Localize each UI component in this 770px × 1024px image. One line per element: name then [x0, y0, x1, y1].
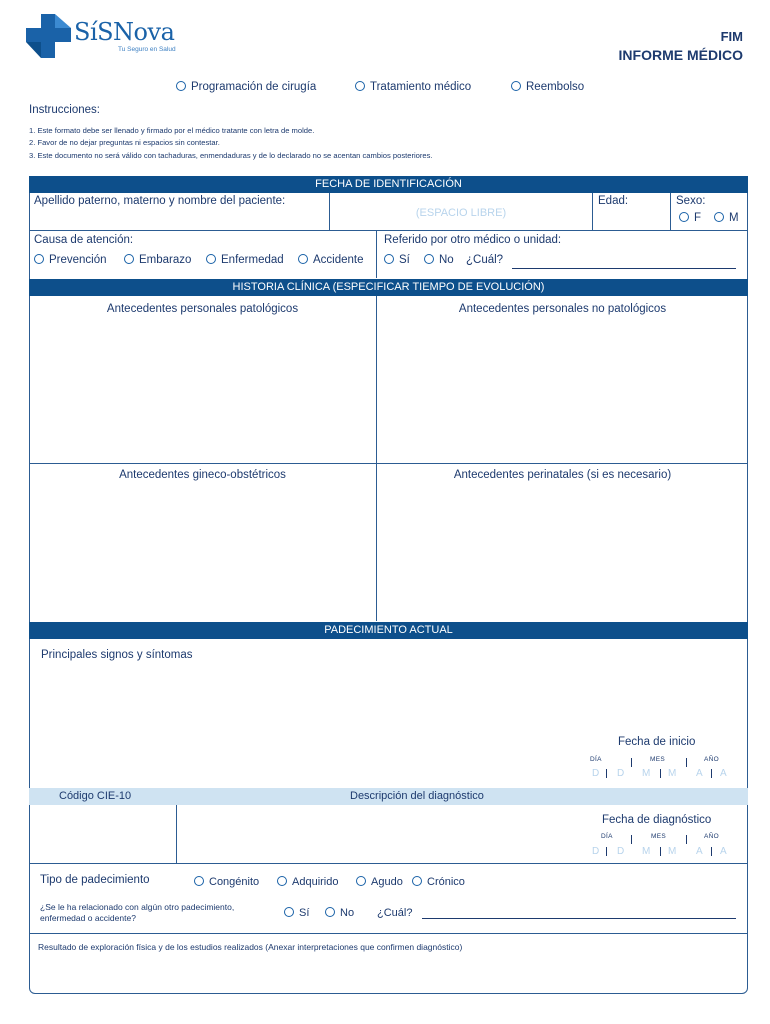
date-tick [631, 758, 632, 767]
related-option-yes[interactable]: Sí [284, 907, 309, 919]
date-month-head: MES [650, 756, 665, 763]
cross-logo-icon [24, 12, 74, 62]
section-header-history: HISTORIA CLÍNICA (ESPECIFICAR TIEMPO DE EVOLUCIÓN) [29, 279, 748, 296]
radio-icon[interactable] [325, 907, 335, 917]
radio-icon[interactable] [176, 81, 186, 91]
section-header-identification: FECHA DE IDENTIFICACIÓN [29, 176, 748, 193]
pathological-label: Antecedentes personales patológicos [106, 303, 299, 315]
date-day-head: DÍA [601, 833, 613, 840]
signs-label: Principales signos y síntomas [41, 649, 193, 661]
divider [29, 863, 748, 864]
radio-icon[interactable] [298, 254, 308, 264]
diagnosis-date-label: Fecha de diagnóstico [602, 814, 712, 826]
date-day-head: DÍA [590, 756, 602, 763]
section-header-current: PADECIMIENTO ACTUAL [29, 622, 748, 639]
date-year-head: AÑO [704, 756, 719, 763]
radio-icon[interactable] [355, 81, 365, 91]
divider [592, 193, 593, 230]
related-which-field[interactable] [422, 918, 736, 919]
date-tick [686, 835, 687, 844]
condition-option-congenital[interactable]: Congénito [194, 876, 259, 888]
condition-option-acquired[interactable]: Adquirido [277, 876, 338, 888]
instruction-item: 3. Este documento no será válido con tachaduras, enmendaduras y de lo declarado no se acentan cambios posteriores. [29, 151, 433, 160]
free-space-field[interactable]: (ESPACIO LIBRE) [415, 207, 507, 219]
form-frame [29, 176, 748, 994]
gyneco-label: Antecedentes gineco-obstétricos [119, 469, 286, 481]
referred-which-field[interactable] [512, 268, 736, 269]
divider [176, 805, 177, 863]
divider [376, 296, 377, 621]
referred-label: Referido por otro médico o unidad: [384, 234, 562, 246]
instruction-item: 2. Favor de no dejar preguntas ni espacios sin contestar. [29, 138, 220, 147]
radio-icon[interactable] [284, 907, 294, 917]
perinatal-label: Antecedentes perinatales (si es necesario) [453, 469, 672, 481]
document-code: FIM [720, 29, 743, 44]
divider [376, 230, 377, 278]
radio-icon[interactable] [206, 254, 216, 264]
option-surgery[interactable]: Programación de cirugía [176, 81, 316, 93]
instructions-title: Instrucciones: [29, 104, 100, 116]
sex-label: Sexo: [676, 195, 706, 207]
option-treatment[interactable]: Tratamiento médico [355, 81, 471, 93]
radio-icon[interactable] [384, 254, 394, 264]
instruction-item: 1. Este formato debe ser llenado y firmado por el médico tratante con letra de molde. [29, 126, 315, 135]
document-title: INFORME MÉDICO [618, 47, 743, 63]
radio-icon[interactable] [277, 876, 287, 886]
cause-label: Causa de atención: [34, 234, 134, 246]
related-which-label: ¿Cuál? [377, 907, 413, 919]
sex-option-f[interactable]: F [679, 212, 701, 224]
cause-option-illness[interactable]: Enfermedad [206, 254, 284, 266]
related-option-no[interactable]: No [325, 907, 354, 919]
exam-label: Resultado de exploración física y de los estudios realizados (Anexar interpretaciones que confirmen diagnóstico) [38, 942, 463, 952]
referred-option-no[interactable]: No [424, 254, 454, 266]
option-refund[interactable]: Reembolso [511, 81, 584, 93]
radio-icon[interactable] [511, 81, 521, 91]
sex-option-m[interactable]: M [714, 212, 739, 224]
date-month-head: MES [651, 833, 666, 840]
patient-name-label: Apellido paterno, materno y nombre del paciente: [34, 195, 286, 207]
condition-option-acute[interactable]: Agudo [356, 876, 403, 888]
divider [29, 463, 748, 464]
divider [29, 230, 748, 231]
brand-tagline: Tu Seguro en Salud [118, 46, 176, 53]
date-tick [631, 835, 632, 844]
radio-icon[interactable] [34, 254, 44, 264]
condition-option-chronic[interactable]: Crónico [412, 876, 465, 888]
radio-icon[interactable] [424, 254, 434, 264]
radio-icon[interactable] [124, 254, 134, 264]
date-tick [686, 758, 687, 767]
cause-option-pregnancy[interactable]: Embarazo [124, 254, 191, 266]
radio-icon[interactable] [356, 876, 366, 886]
non-pathological-label: Antecedentes personales no patológicos [458, 303, 667, 315]
radio-icon[interactable] [679, 212, 689, 222]
date-year-head: AÑO [704, 833, 719, 840]
diagnosis-label: Descripción del diagnóstico [350, 790, 484, 802]
cie-label: Código CIE-10 [59, 790, 132, 802]
divider [29, 933, 748, 934]
start-date-label: Fecha de inicio [618, 736, 696, 748]
radio-icon[interactable] [412, 876, 422, 886]
condition-type-label: Tipo de padecimiento [40, 874, 150, 886]
related-question: ¿Se le ha relacionado con algún otro padecimiento, enfermedad o accidente? [40, 902, 235, 923]
radio-icon[interactable] [194, 876, 204, 886]
referred-which-label: ¿Cuál? [466, 254, 504, 266]
cause-option-accident[interactable]: Accidente [298, 254, 364, 266]
age-label: Edad: [598, 195, 629, 207]
divider [670, 193, 671, 230]
radio-icon[interactable] [714, 212, 724, 222]
referred-option-yes[interactable]: Sí [384, 254, 410, 266]
brand-name: SíSNova [74, 18, 175, 46]
cause-option-prevention[interactable]: Prevención [34, 254, 107, 266]
